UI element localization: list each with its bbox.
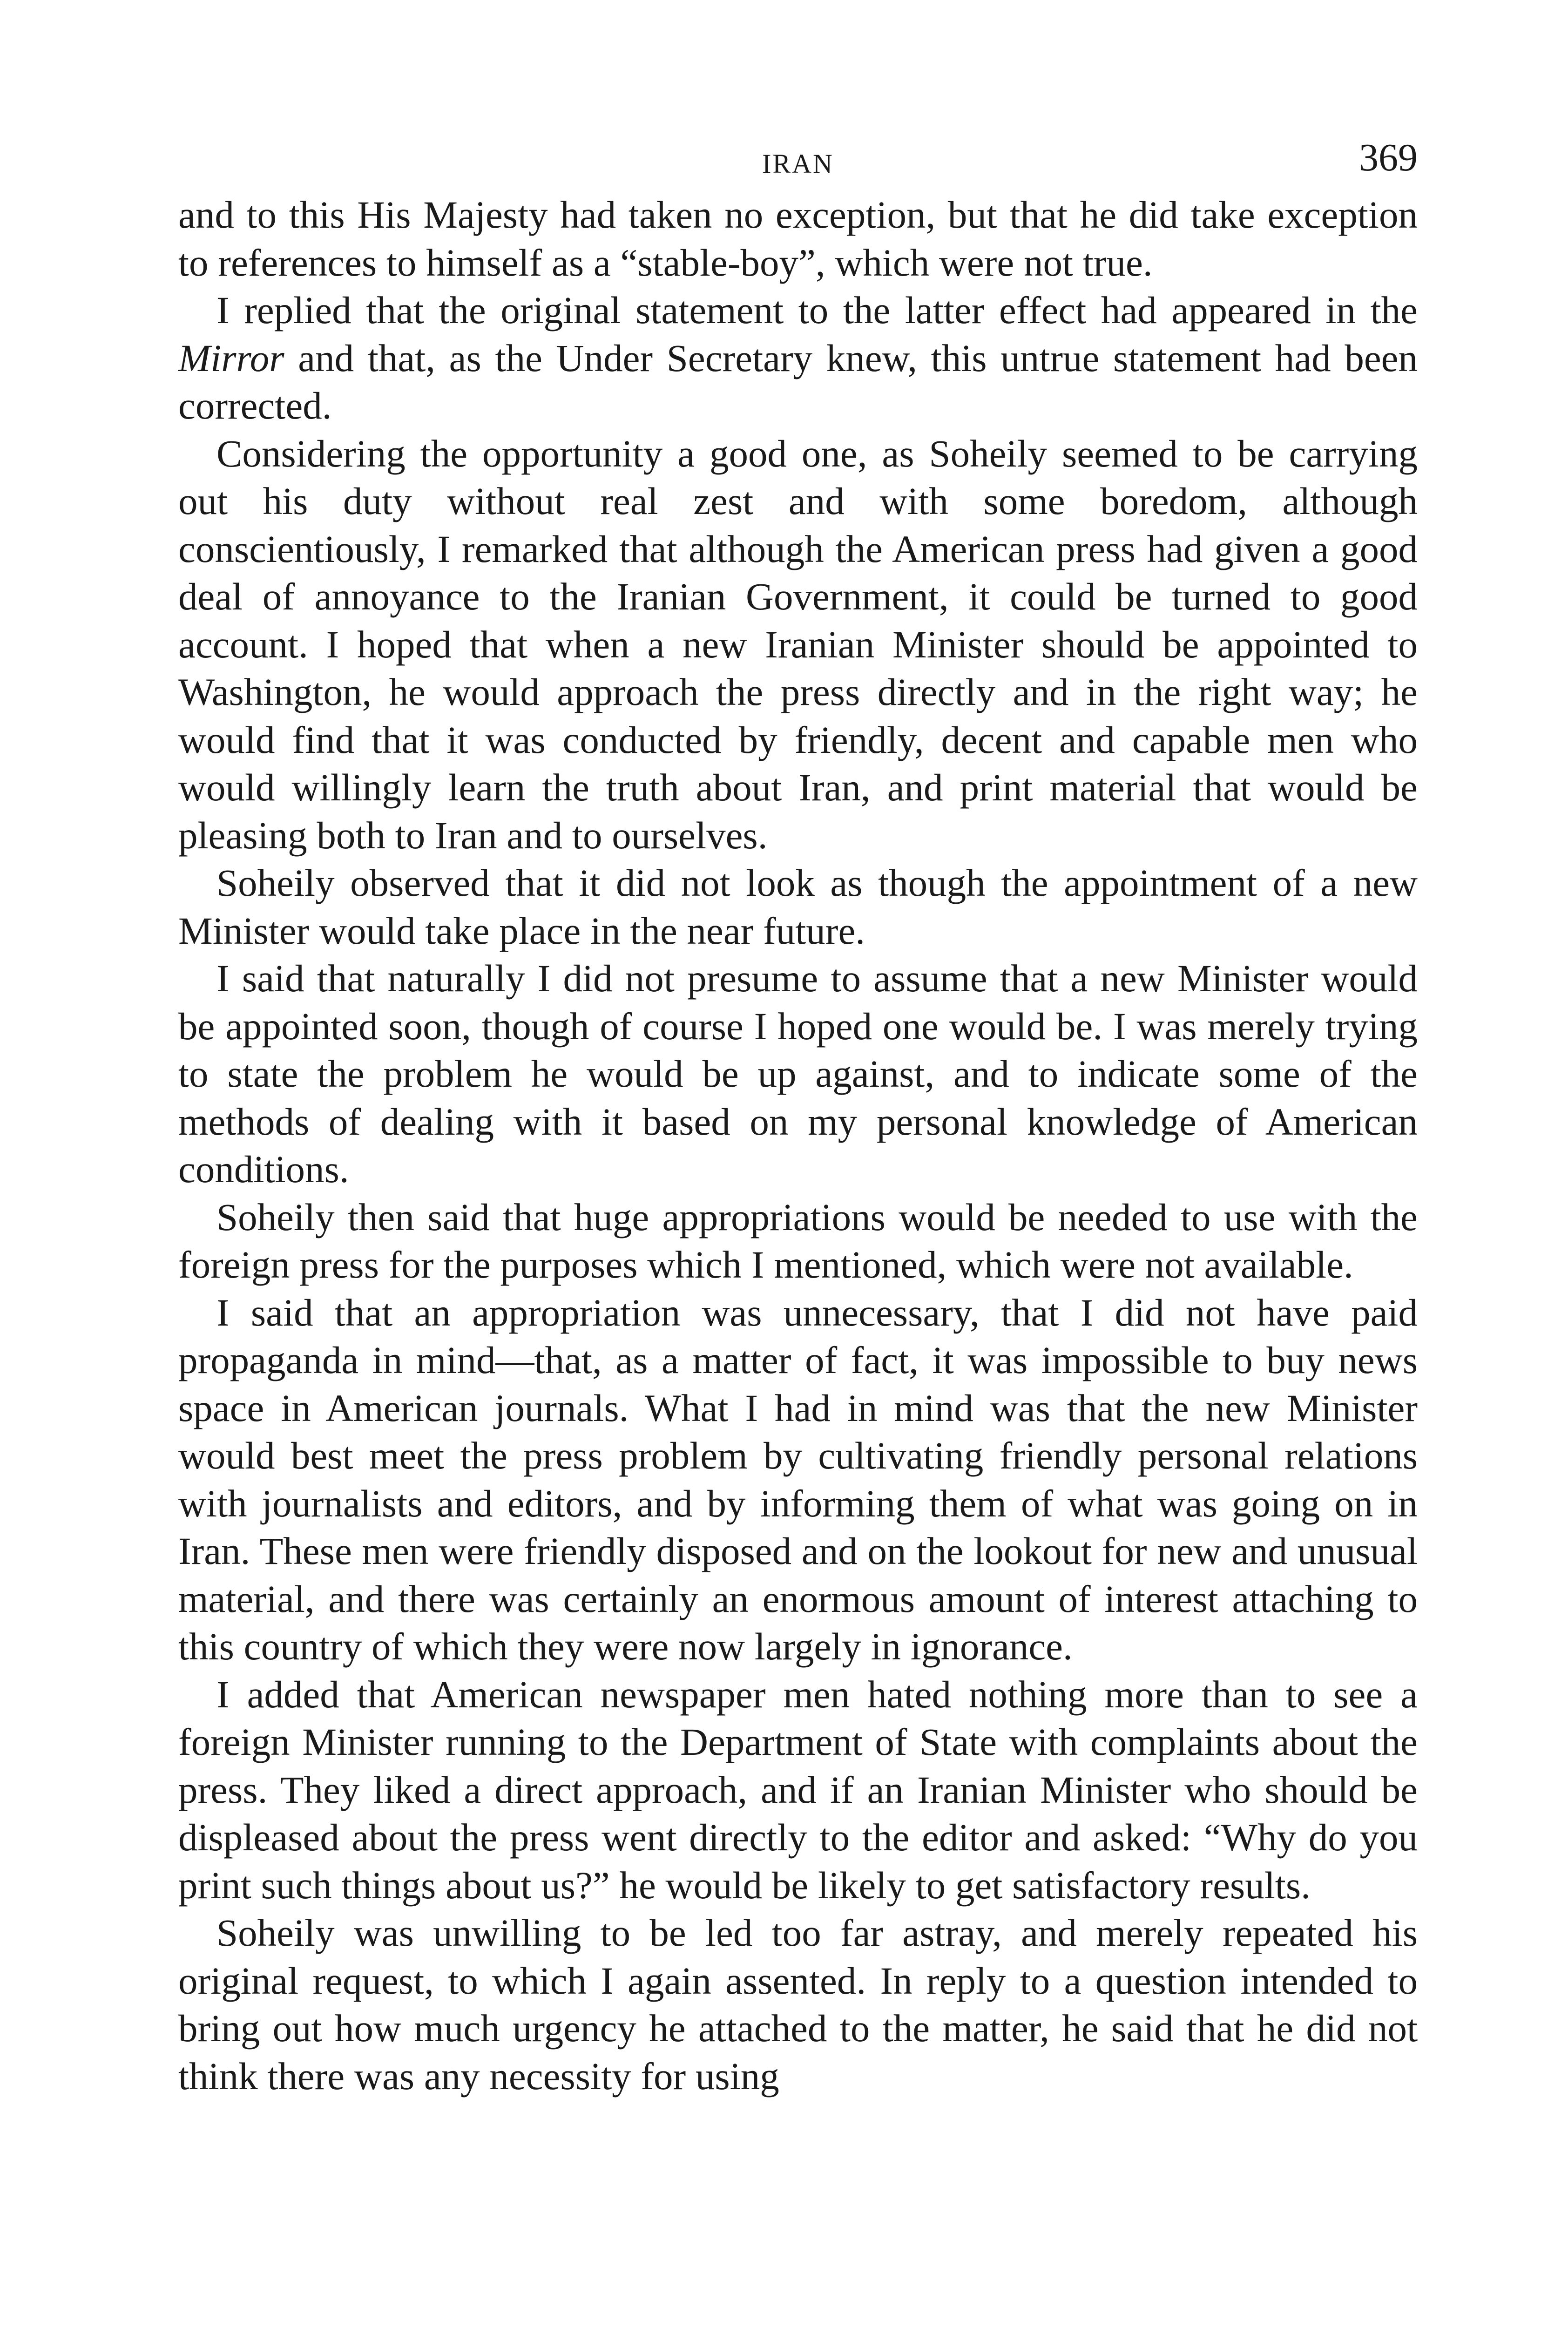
paragraph — [178, 430, 1418, 859]
paragraph — [178, 1909, 1418, 2100]
paragraph-text: and to this His Majesty had taken no exception, but that he did take exception to references to himself as a “stable-boy”, which were not true. — [178, 193, 1418, 284]
paragraph-text: Considering the opportunity a good one, as Soheily seemed to be carrying out his duty without real zest and with some boredom, although conscientiously, I remarked that although the American press had given a good deal of annoyance to the Iranian Government, it could be turned to good account. I hoped that when a new Iranian Minister should be appointed to Washington, he would approach the press directly and in the right way; he would find that it was conducted by friendly, decent and capable men who would willingly learn the truth about Iran, and print material that would be pleasing both to Iran and to ourselves. — [178, 432, 1418, 857]
paragraph — [178, 191, 1418, 286]
paragraph — [178, 1289, 1418, 1671]
paragraph — [178, 954, 1418, 1193]
paragraph-text: Soheily observed that it did not look as though the appointment of a new Minister would take place in the near future. — [178, 861, 1418, 952]
page-number: 369 — [1359, 136, 1418, 179]
paragraph-text: Soheily was unwilling to be led too far astray, and merely repeated his original request, to which I again assented. In reply to a question intended to bring out how much urgency he attached to the matter, he said that he did not think there was any necessity for using — [178, 1911, 1418, 2098]
running-title: IRAN — [762, 149, 834, 179]
document-page — [178, 135, 1418, 2100]
body-text — [178, 191, 1418, 2100]
paragraph — [178, 859, 1418, 954]
paragraph — [178, 1193, 1418, 1289]
paragraph-text: I said that an appropriation was unnecessary, that I did not have paid propaganda in mind—that, as a matter of fact, it was impossible to buy news space in American journals. What I had in mind was that the new Minister would best meet the press problem by cultivating friendly personal relations with journalists and editors, and by informing them of what was going on in Iran. These men were friendly disposed and on the lookout for new and unusual material, and there was certainly an enormous amount of interest attaching to this country of which they were now largely in ignorance. — [178, 1291, 1418, 1668]
paragraph-text: I added that American newspaper men hated nothing more than to see a foreign Minister running to the Department of State with complaints about the press. They liked a direct approach, and if an Iranian Minister who should be displeased about the press went directly to the editor and asked: “Why do you print such things about us?” he would be likely to get satisfactory results. — [178, 1672, 1418, 1907]
paragraph — [178, 286, 1418, 430]
paragraph-text: I said that naturally I did not presume to assume that a new Minister would be appointed soon, though of course I hoped one would be. I was merely trying to state the problem he would be up against, and to indicate some of the methods of dealing with it based on my personal knowledge of American conditions. — [178, 957, 1418, 1191]
paragraph-text: I replied that the original statement to the latter effect had appeared in the — [216, 289, 1418, 332]
paragraph — [178, 1671, 1418, 1909]
paragraph-text: Soheily then said that huge appropriations would be needed to use with the foreign press for the purposes which I mentioned, which were not available. — [178, 1195, 1418, 1286]
italic-title: Mirror — [178, 336, 284, 379]
running-head — [178, 135, 1418, 191]
paragraph-text: and that, as the Under Secretary knew, this untrue statement had been corrected. — [178, 336, 1418, 427]
